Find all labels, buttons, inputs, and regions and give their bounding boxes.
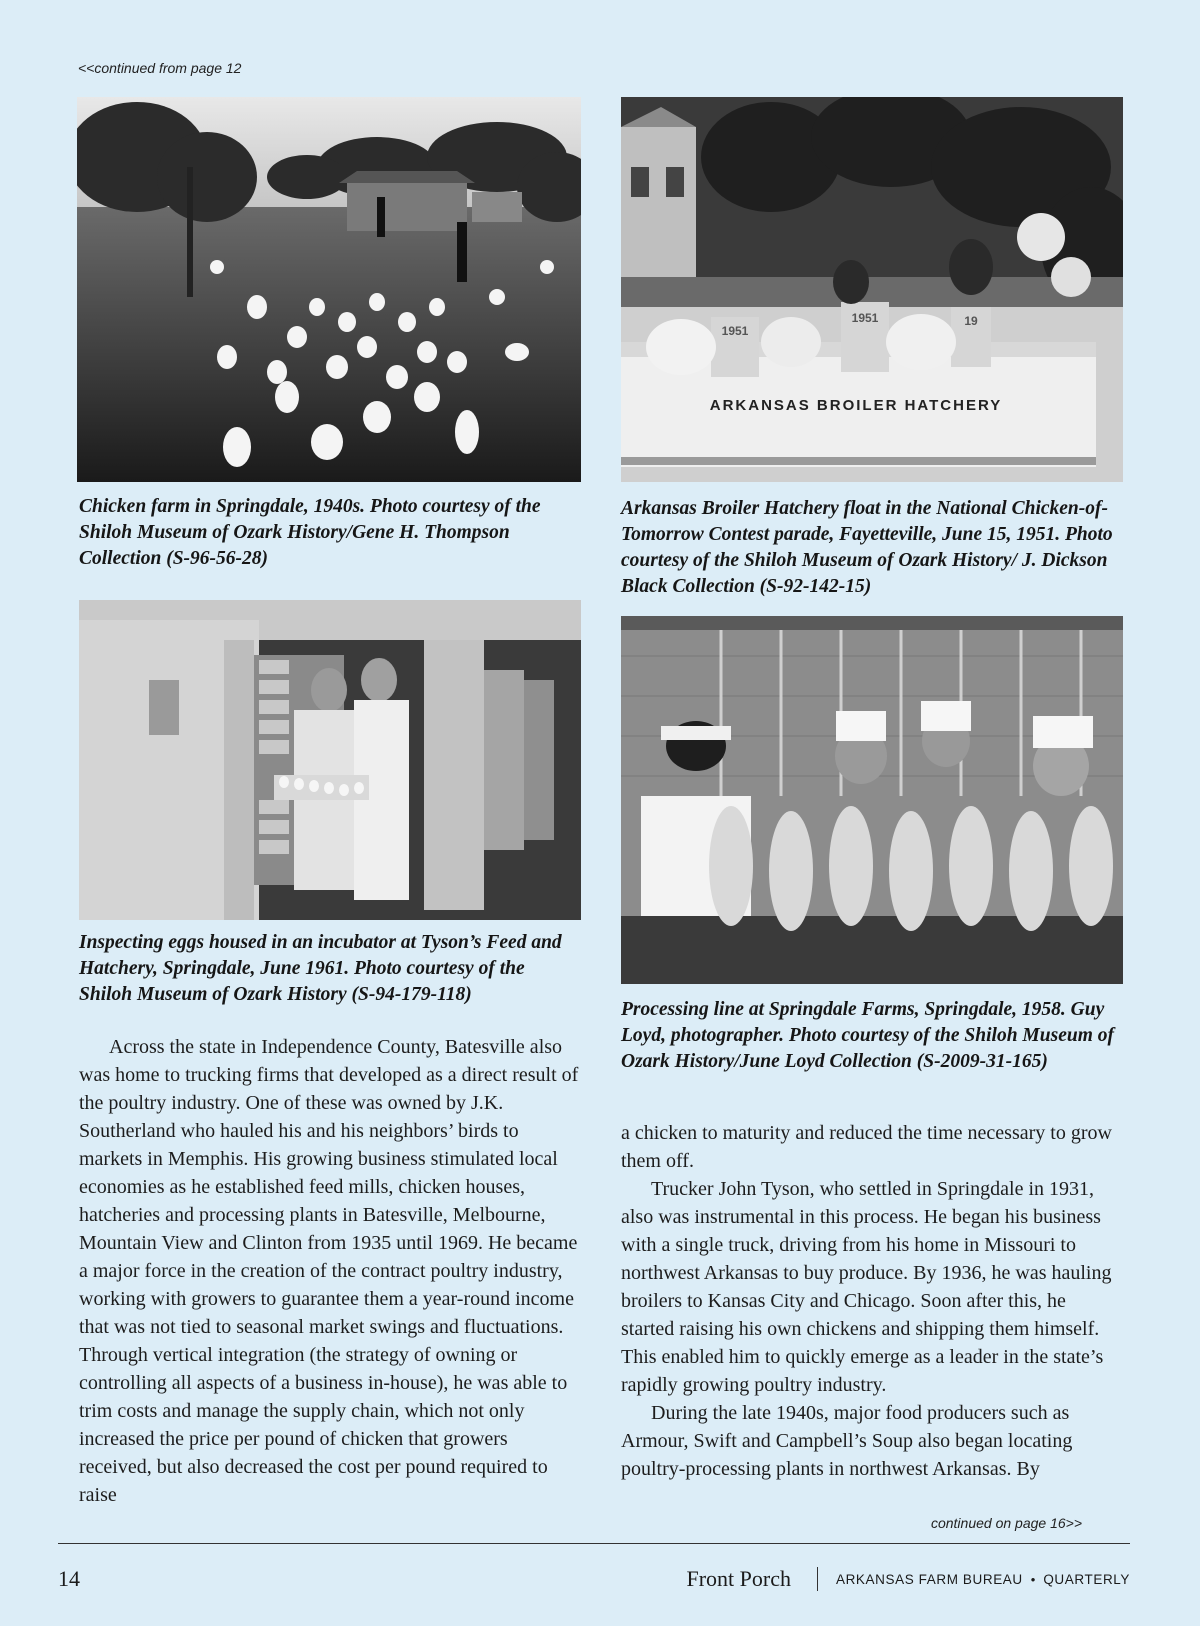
photo-chicken-farm xyxy=(77,97,581,482)
article-paragraph: During the late 1940s, major food producers such as Armour, Swift and Campbell’s Soup also began locating poultry-processing plants in northwest Arkansas. By xyxy=(621,1402,1073,1480)
continued-on-note: continued on page 16>> xyxy=(930,1515,1082,1531)
publisher-name: ARKANSAS FARM BUREAU xyxy=(835,1571,1023,1587)
magazine-name: Front Porch xyxy=(686,1566,791,1591)
article-right-column xyxy=(621,1119,1123,1483)
photo-processing-line xyxy=(621,616,1123,984)
photo-caption: Chicken farm in Springdale, 1940s. Photo courtesy of the Shiloh Museum of Ozark History/Gene H. Thompson Collection (S-96-56-28) xyxy=(79,496,541,569)
article-paragraph: Trucker John Tyson, who settled in Springdale in 1931, also was instrumental in this process. He began his business with a single truck, driving from his home in Missouri to northwest Arkansas to buy produce. By 1936, he was hauling broilers to Kansas City and Chicago. Soon after this, he started raising his own chickens and shipping them himself. This enabled him to quickly emerge as a leader in the state’s rapidly growing poultry industry. xyxy=(621,1178,1112,1396)
article-paragraph: Across the state in Independence County, Batesville also was home to trucking firms that developed as a direct result of the poultry industry. One of these was owned by J.K. Southerland who hauled his and his neighbors’ birds to markets in Memphis. His growing business stimulated local economies as he established feed mills, chicken houses, hatcheries and processing plants in Batesville, Melbourne, Mountain View and Clinton from 1935 until 1969. He became a major force in the creation of the contract poultry industry, working with growers to guarantee them a year-round income that was not tied to seasonal market swings and fluctuations. Through vertical integration (the strategy of owning or controlling all aspects of a business in-house), he was able to trim costs and manage the supply chain, which not only increased the price per pound of chicken that growers received, but also decreased the cost per pound required to raise xyxy=(79,1036,579,1506)
float-placard-3: 19 xyxy=(964,314,978,328)
float-placard-2: 1951 xyxy=(851,311,879,325)
footer-separator xyxy=(817,1567,818,1591)
page-number: 14 xyxy=(58,1566,80,1591)
photo-egg-incubator xyxy=(79,600,581,920)
footer-publication xyxy=(686,1566,1130,1592)
article-left-column xyxy=(79,1033,581,1509)
bullet-separator: • xyxy=(1030,1571,1036,1587)
photo-caption: Processing line at Springdale Farms, Springdale, 1958. Guy Loyd, photographer. Photo courtesy of the Shiloh Museum of Ozark History/June Loyd Collection (S-2009-31-165) xyxy=(621,999,1114,1072)
continued-from-note: <<continued from page 12 xyxy=(78,60,242,76)
publication-frequency: QUARTERLY xyxy=(1043,1571,1130,1587)
float-banner-text: ARKANSAS BROILER HATCHERY xyxy=(709,397,1003,414)
footer-divider xyxy=(58,1543,1130,1544)
photo-caption: Arkansas Broiler Hatchery float in the National Chicken-of-Tomorrow Contest parade, Fayetteville, June 15, 1951. Photo courtesy of the Shiloh Museum of Ozark History/ J. Dickson Black Collection (S-92-142-15) xyxy=(621,498,1113,597)
float-placard-1: 1951 xyxy=(721,324,749,338)
photo-caption: Inspecting eggs housed in an incubator at Tyson’s Feed and Hatchery, Springdale, June 1961. Photo courtesy of the Shiloh Museum of Ozark History (S-94-179-118) xyxy=(79,932,562,1005)
photo-parade-float xyxy=(621,97,1123,482)
article-paragraph: a chicken to maturity and reduced the time necessary to grow them off. xyxy=(621,1122,1112,1172)
